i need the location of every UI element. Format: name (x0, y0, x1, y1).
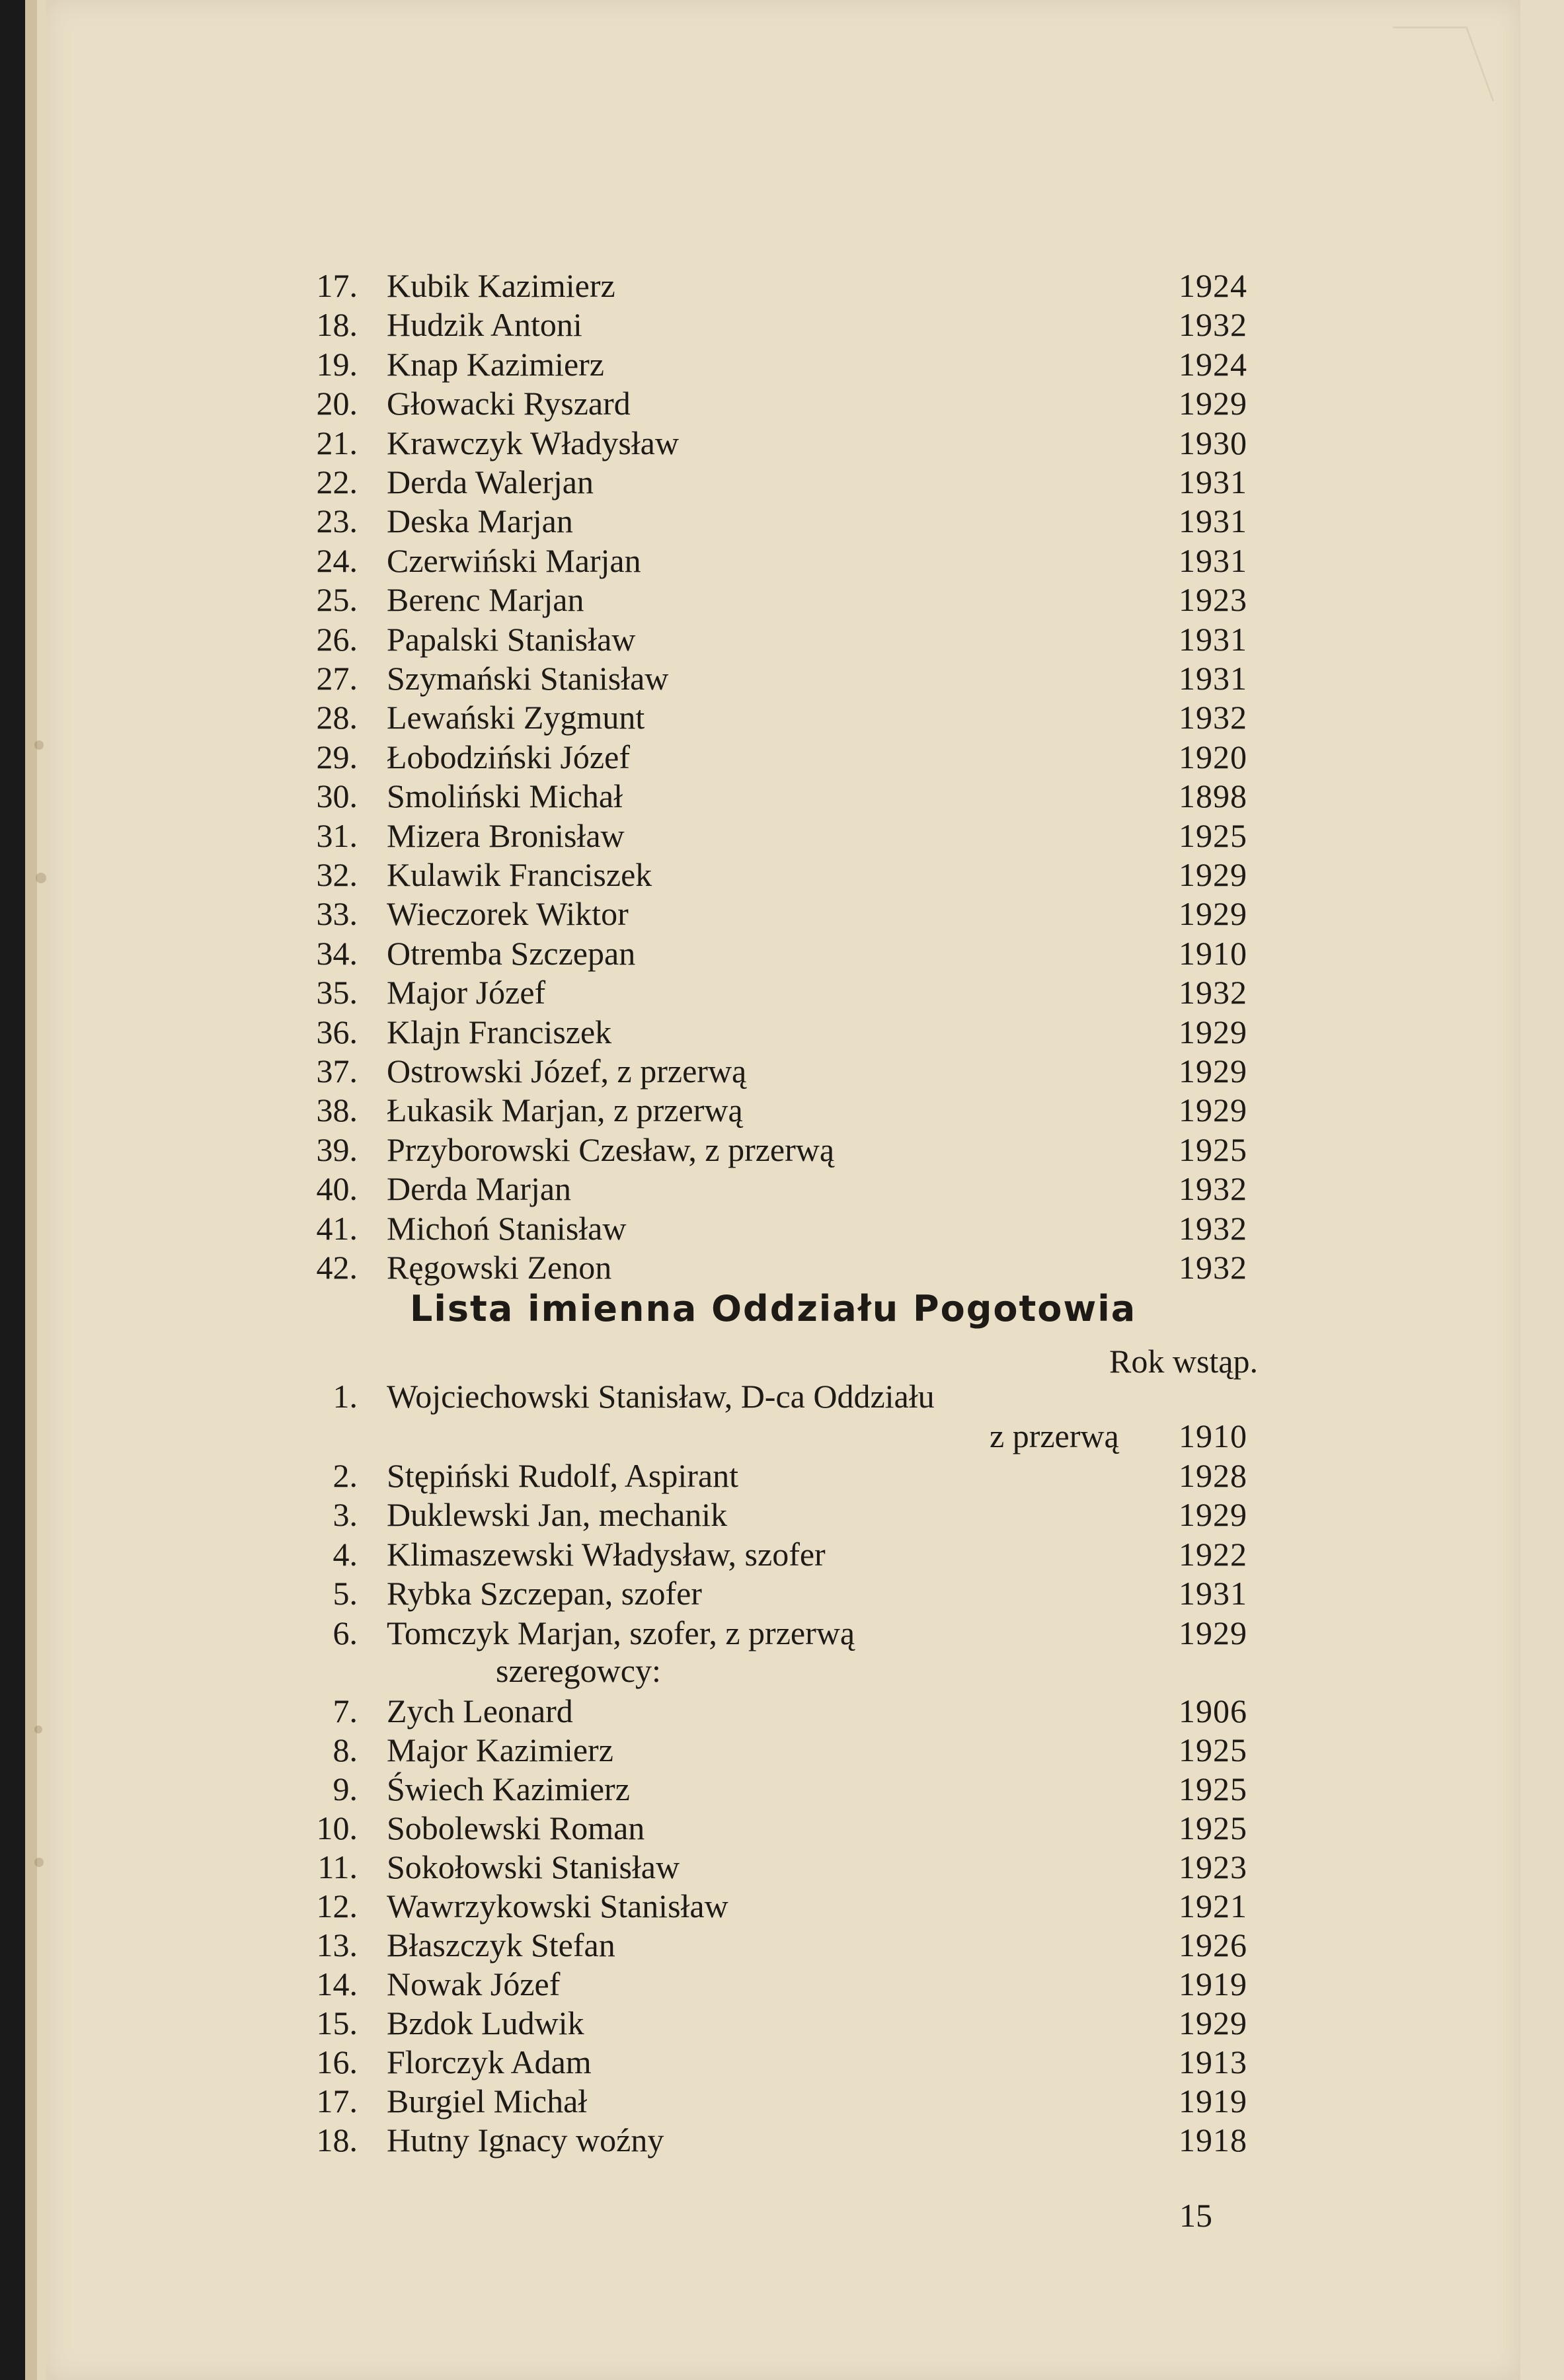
entry-name: Klimaszewski Władysław, szofer (387, 1535, 826, 1573)
entry-year: 1921 (1179, 1887, 1247, 1924)
entry-year: 1910 (1179, 1417, 1247, 1454)
entry-name: Knap Kazimierz (387, 345, 605, 383)
entry-number: 30. (316, 777, 358, 815)
entry-number: 40. (316, 1170, 358, 1208)
list-item (0, 266, 1564, 305)
entry-name: Sobolewski Roman (387, 1809, 645, 1846)
list-item (0, 1052, 1564, 1090)
entry-name: Łukasik Marjan, z przerwą (387, 1091, 743, 1129)
entry-year: 1925 (1179, 1731, 1247, 1768)
entry-number: 29. (316, 738, 358, 775)
entry-year: 1926 (1179, 1926, 1247, 1964)
entry-number: 21. (316, 424, 358, 461)
entry-year: 1906 (1179, 1692, 1247, 1729)
entry-year: 1929 (1179, 1052, 1247, 1090)
list-item (0, 2043, 1564, 2081)
list-item (0, 2004, 1564, 2042)
subheading: szeregowcy: (496, 1652, 661, 1689)
entry-year: 1929 (1179, 895, 1247, 933)
entry-number: 23. (316, 502, 358, 540)
entry-year: 1925 (1179, 1770, 1247, 1807)
entry-name: Ręgowski Zenon (387, 1249, 612, 1286)
entry-name: Wawrzykowski Stanisław (387, 1887, 728, 1924)
entry-name: Bzdok Ludwik (387, 2004, 584, 2042)
entry-number: 3. (332, 1496, 358, 1534)
entry-number: 19. (316, 345, 358, 383)
entry-year: 1918 (1179, 2122, 1247, 2159)
entry-name: Błaszczyk Stefan (387, 1926, 615, 1964)
entry-name: Derda Walerjan (387, 463, 594, 500)
list-item (0, 1574, 1564, 1612)
section-title: Lista imienna Oddziału Pogotowia (410, 1288, 1137, 1329)
entry-number: 37. (316, 1052, 358, 1090)
entry-name: Major Józef (387, 974, 546, 1012)
entry-name: Klajn Franciszek (387, 1013, 612, 1051)
entry-year: 1924 (1179, 267, 1247, 304)
list-item (0, 1495, 1564, 1534)
entry-number: 31. (316, 816, 358, 854)
entry-year: 1932 (1179, 1249, 1247, 1286)
entry-name: Wieczorek Wiktor (387, 895, 629, 933)
entry-name: Michoń Stanisław (387, 1209, 627, 1247)
entry-name: Derda Marjan (387, 1170, 572, 1208)
entry-year: 1923 (1179, 1848, 1247, 1885)
entry-number: 5. (332, 1575, 358, 1612)
list-item (0, 1809, 1564, 1847)
list-item (0, 2121, 1564, 2159)
list-item (0, 1013, 1564, 1051)
list-item (0, 1456, 1564, 1495)
entry-number: 27. (316, 660, 358, 697)
entry-number: 13. (316, 1926, 358, 1964)
list-item (0, 1535, 1564, 1573)
list-item (0, 502, 1564, 540)
entry-name: Kubik Kazimierz (387, 267, 615, 304)
entry-number: 25. (316, 581, 358, 619)
list-item (0, 580, 1564, 619)
list-item (0, 463, 1564, 501)
entry-number: 36. (316, 1013, 358, 1051)
entry-name: Hutny Ignacy woźny (387, 2122, 664, 2159)
list-item (0, 1965, 1564, 2003)
list-item (0, 973, 1564, 1012)
entry-year: 1919 (1179, 2082, 1247, 2120)
entry-year: 1928 (1179, 1457, 1247, 1494)
list-item (0, 305, 1564, 344)
entry-number: 11. (317, 1848, 358, 1885)
entry-name: Stępiński Rudolf, Aspirant (387, 1457, 738, 1494)
entry-number: 7. (332, 1692, 358, 1729)
list-item (0, 1770, 1564, 1808)
list-item (0, 384, 1564, 422)
entry-name: Deska Marjan (387, 502, 573, 540)
entry-name: Duklewski Jan, mechanik (387, 1496, 728, 1534)
list-item (0, 424, 1564, 462)
page-number: 15 (1179, 2197, 1212, 2234)
entry-name: Papalski Stanisław (387, 620, 636, 658)
entry-year: 1898 (1179, 777, 1247, 815)
entry-year: 1930 (1179, 424, 1247, 461)
entry-year: 1919 (1179, 1965, 1247, 2003)
entry-name: Smoliński Michał (387, 777, 623, 815)
list-item (0, 1130, 1564, 1169)
entry-name: Świech Kazimierz (387, 1770, 630, 1807)
entry-number: 10. (316, 1809, 358, 1846)
list-item (0, 1848, 1564, 1886)
entry-name: Lewański Zygmunt (387, 699, 645, 736)
list-item (0, 1248, 1564, 1287)
entry-name: Hudzik Antoni (387, 306, 582, 344)
entry-name: Szymański Stanisław (387, 660, 669, 697)
entry-number: 12. (316, 1887, 358, 1924)
list-item (0, 816, 1564, 855)
entry-name: Sokołowski Stanisław (387, 1848, 680, 1885)
entry-continuation: z przerwą (990, 1417, 1119, 1454)
entry-number: 16. (316, 2043, 358, 2081)
entry-number: 28. (316, 699, 358, 736)
entry-number: 17. (316, 267, 358, 304)
entry-year: 1929 (1179, 1091, 1247, 1129)
list-item (0, 1377, 1564, 1415)
list-item (0, 1731, 1564, 1769)
entry-number: 32. (316, 856, 358, 893)
entry-number: 6. (332, 1614, 358, 1651)
entry-year: 1932 (1179, 1209, 1247, 1247)
entry-number: 18. (316, 306, 358, 344)
list-item (0, 345, 1564, 383)
list-item (0, 1692, 1564, 1730)
entry-number: 34. (316, 934, 358, 972)
entry-number: 26. (316, 620, 358, 658)
list-item (0, 659, 1564, 697)
entry-name: Wojciechowski Stanisław, D-ca Oddziału (387, 1378, 935, 1415)
entry-name: Krawczyk Władysław (387, 424, 679, 461)
entry-name: Zych Leonard (387, 1692, 573, 1729)
entry-number: 14. (316, 1965, 358, 2003)
entry-year: 1932 (1179, 306, 1247, 344)
list-item (0, 2082, 1564, 2120)
entry-name: Czerwiński Marjan (387, 541, 641, 579)
entry-number: 1. (332, 1378, 358, 1415)
entry-year: 1922 (1179, 1535, 1247, 1573)
list-item (0, 1170, 1564, 1208)
entry-year: 1929 (1179, 2004, 1247, 2042)
list-item (0, 1614, 1564, 1652)
entry-number: 4. (332, 1535, 358, 1573)
entry-name: Ostrowski Józef, z przerwą (387, 1052, 747, 1090)
year-column-heading: Rok wstąp. (1109, 1343, 1258, 1380)
entry-name: Tomczyk Marjan, szofer, z przerwą (387, 1614, 855, 1651)
entry-number: 17. (316, 2082, 358, 2120)
entry-year: 1931 (1179, 660, 1247, 697)
list-item (0, 1091, 1564, 1129)
entry-year: 1931 (1179, 541, 1247, 579)
entry-year: 1925 (1179, 816, 1247, 854)
entry-number: 41. (316, 1209, 358, 1247)
entry-number: 33. (316, 895, 358, 933)
entry-name: Kulawik Franciszek (387, 856, 652, 893)
list-item (0, 1926, 1564, 1964)
entry-name: Głowacki Ryszard (387, 385, 631, 422)
entry-year: 1910 (1179, 934, 1247, 972)
entry-year: 1931 (1179, 1575, 1247, 1612)
entry-year: 1932 (1179, 1170, 1247, 1208)
entry-year: 1931 (1179, 502, 1247, 540)
entry-number: 20. (316, 385, 358, 422)
entry-year: 1931 (1179, 620, 1247, 658)
entry-year: 1929 (1179, 1496, 1247, 1534)
entry-number: 8. (332, 1731, 358, 1768)
entry-year: 1932 (1179, 974, 1247, 1012)
list-item (0, 777, 1564, 815)
entry-year: 1932 (1179, 699, 1247, 736)
list-item-continuation (0, 1417, 1564, 1455)
entry-number: 39. (316, 1130, 358, 1168)
entry-number: 9. (332, 1770, 358, 1807)
entry-name: Nowak Józef (387, 1965, 561, 2003)
entry-number: 2. (332, 1457, 358, 1494)
entry-year: 1929 (1179, 856, 1247, 893)
entry-name: Otremba Szczepan (387, 934, 636, 972)
entry-name: Łobodziński Józef (387, 738, 630, 775)
entry-name: Przyborowski Czesław, z przerwą (387, 1130, 835, 1168)
entry-name: Major Kazimierz (387, 1731, 613, 1768)
entry-year: 1920 (1179, 738, 1247, 775)
entry-name: Rybka Szczepan, szofer (387, 1575, 702, 1612)
entry-year: 1925 (1179, 1130, 1247, 1168)
entry-number: 24. (316, 541, 358, 579)
entry-year: 1925 (1179, 1809, 1247, 1846)
entry-name: Florczyk Adam (387, 2043, 592, 2081)
list-item (0, 934, 1564, 972)
entry-year: 1929 (1179, 1614, 1247, 1651)
entry-year: 1929 (1179, 1013, 1247, 1051)
list-item (0, 620, 1564, 658)
list-item (0, 1209, 1564, 1248)
entry-number: 35. (316, 974, 358, 1012)
list-item (0, 894, 1564, 933)
entry-year: 1924 (1179, 345, 1247, 383)
entry-name: Mizera Bronisław (387, 816, 625, 854)
entry-name: Berenc Marjan (387, 581, 584, 619)
entry-number: 38. (316, 1091, 358, 1129)
entry-year: 1931 (1179, 463, 1247, 500)
entry-number: 42. (316, 1249, 358, 1286)
entry-name: Burgiel Michał (387, 2082, 588, 2120)
list-item (0, 738, 1564, 776)
entry-number: 15. (316, 2004, 358, 2042)
entry-year: 1913 (1179, 2043, 1247, 2081)
list-item (0, 698, 1564, 736)
list-item (0, 1887, 1564, 1925)
list-item (0, 541, 1564, 580)
list-item (0, 855, 1564, 894)
entry-year: 1923 (1179, 581, 1247, 619)
entry-year: 1929 (1179, 385, 1247, 422)
entry-number: 18. (316, 2122, 358, 2159)
entry-number: 22. (316, 463, 358, 500)
